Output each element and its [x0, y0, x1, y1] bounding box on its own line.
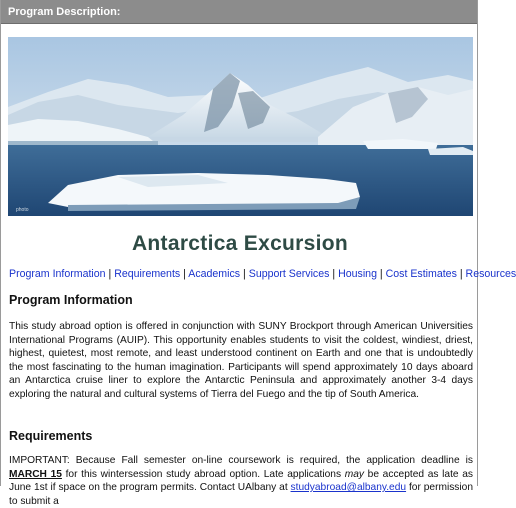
requirements-text-part: IMPORTANT: Because Fall semester on-line coursework is required, the application deadline is: [9, 455, 473, 466]
page-title: Antarctica Excursion: [131, 232, 349, 255]
program-information-text: This study abroad option is offered in conjunction with SUNY Brockport through American Universities International Programs (AUIP). This opportunity enables students to visit the coldest, windiest, driest, highest, quietest, most remote, and least understood continent on Earth and one that is undoubtedly the most fascinating to the human imagination. Participants will spend approximately 10 days aboard an Antarctica cruise liner to explore the Antarctic Peninsula and approximately another 3-4 days exploring the natural and cultural systems of Tierra del Fuego and the tip of South America.: [9, 321, 473, 400]
requirements-text-part: be accepted as late as June 1st if space on the program permits. Contact UAlbany at: [9, 468, 473, 494]
nav-separator: |: [108, 268, 112, 280]
nav-link-resources[interactable]: Resources: [465, 268, 516, 280]
nav-link-program-information[interactable]: Program Information: [9, 268, 106, 280]
nav-separator: |: [183, 268, 186, 280]
nav-link-cost-estimates[interactable]: Cost Estimates: [385, 268, 457, 280]
nav-separator: |: [243, 268, 246, 280]
antarctica-landscape-photo: [8, 37, 473, 216]
svg-text:photo: photo: [16, 207, 29, 213]
nav-separator: |: [379, 268, 383, 280]
panel-header: Program Description:: [1, 0, 477, 24]
nav-separator: |: [332, 268, 336, 280]
application-deadline: MARCH 15: [9, 468, 62, 480]
requirements-text: [9, 454, 473, 508]
email-link[interactable]: studyabroad@albany.edu: [290, 482, 407, 494]
requirements-emphasis: may: [344, 468, 364, 480]
requirements-text-part: for this wintersession study abroad option. Late applications: [61, 468, 345, 480]
section-heading-program-information: Program Information: [9, 293, 133, 307]
nav-link-academics[interactable]: Academics: [188, 268, 241, 280]
nav-separator: |: [459, 268, 463, 280]
nav-link-support-services[interactable]: Support Services: [248, 268, 330, 280]
nav-link-housing[interactable]: Housing: [338, 268, 377, 280]
section-heading-requirements: Requirements: [9, 429, 93, 443]
nav-link-requirements[interactable]: Requirements: [114, 268, 181, 280]
section-nav: [9, 268, 516, 280]
requirements-text-part: for permission to submit a: [9, 482, 473, 507]
